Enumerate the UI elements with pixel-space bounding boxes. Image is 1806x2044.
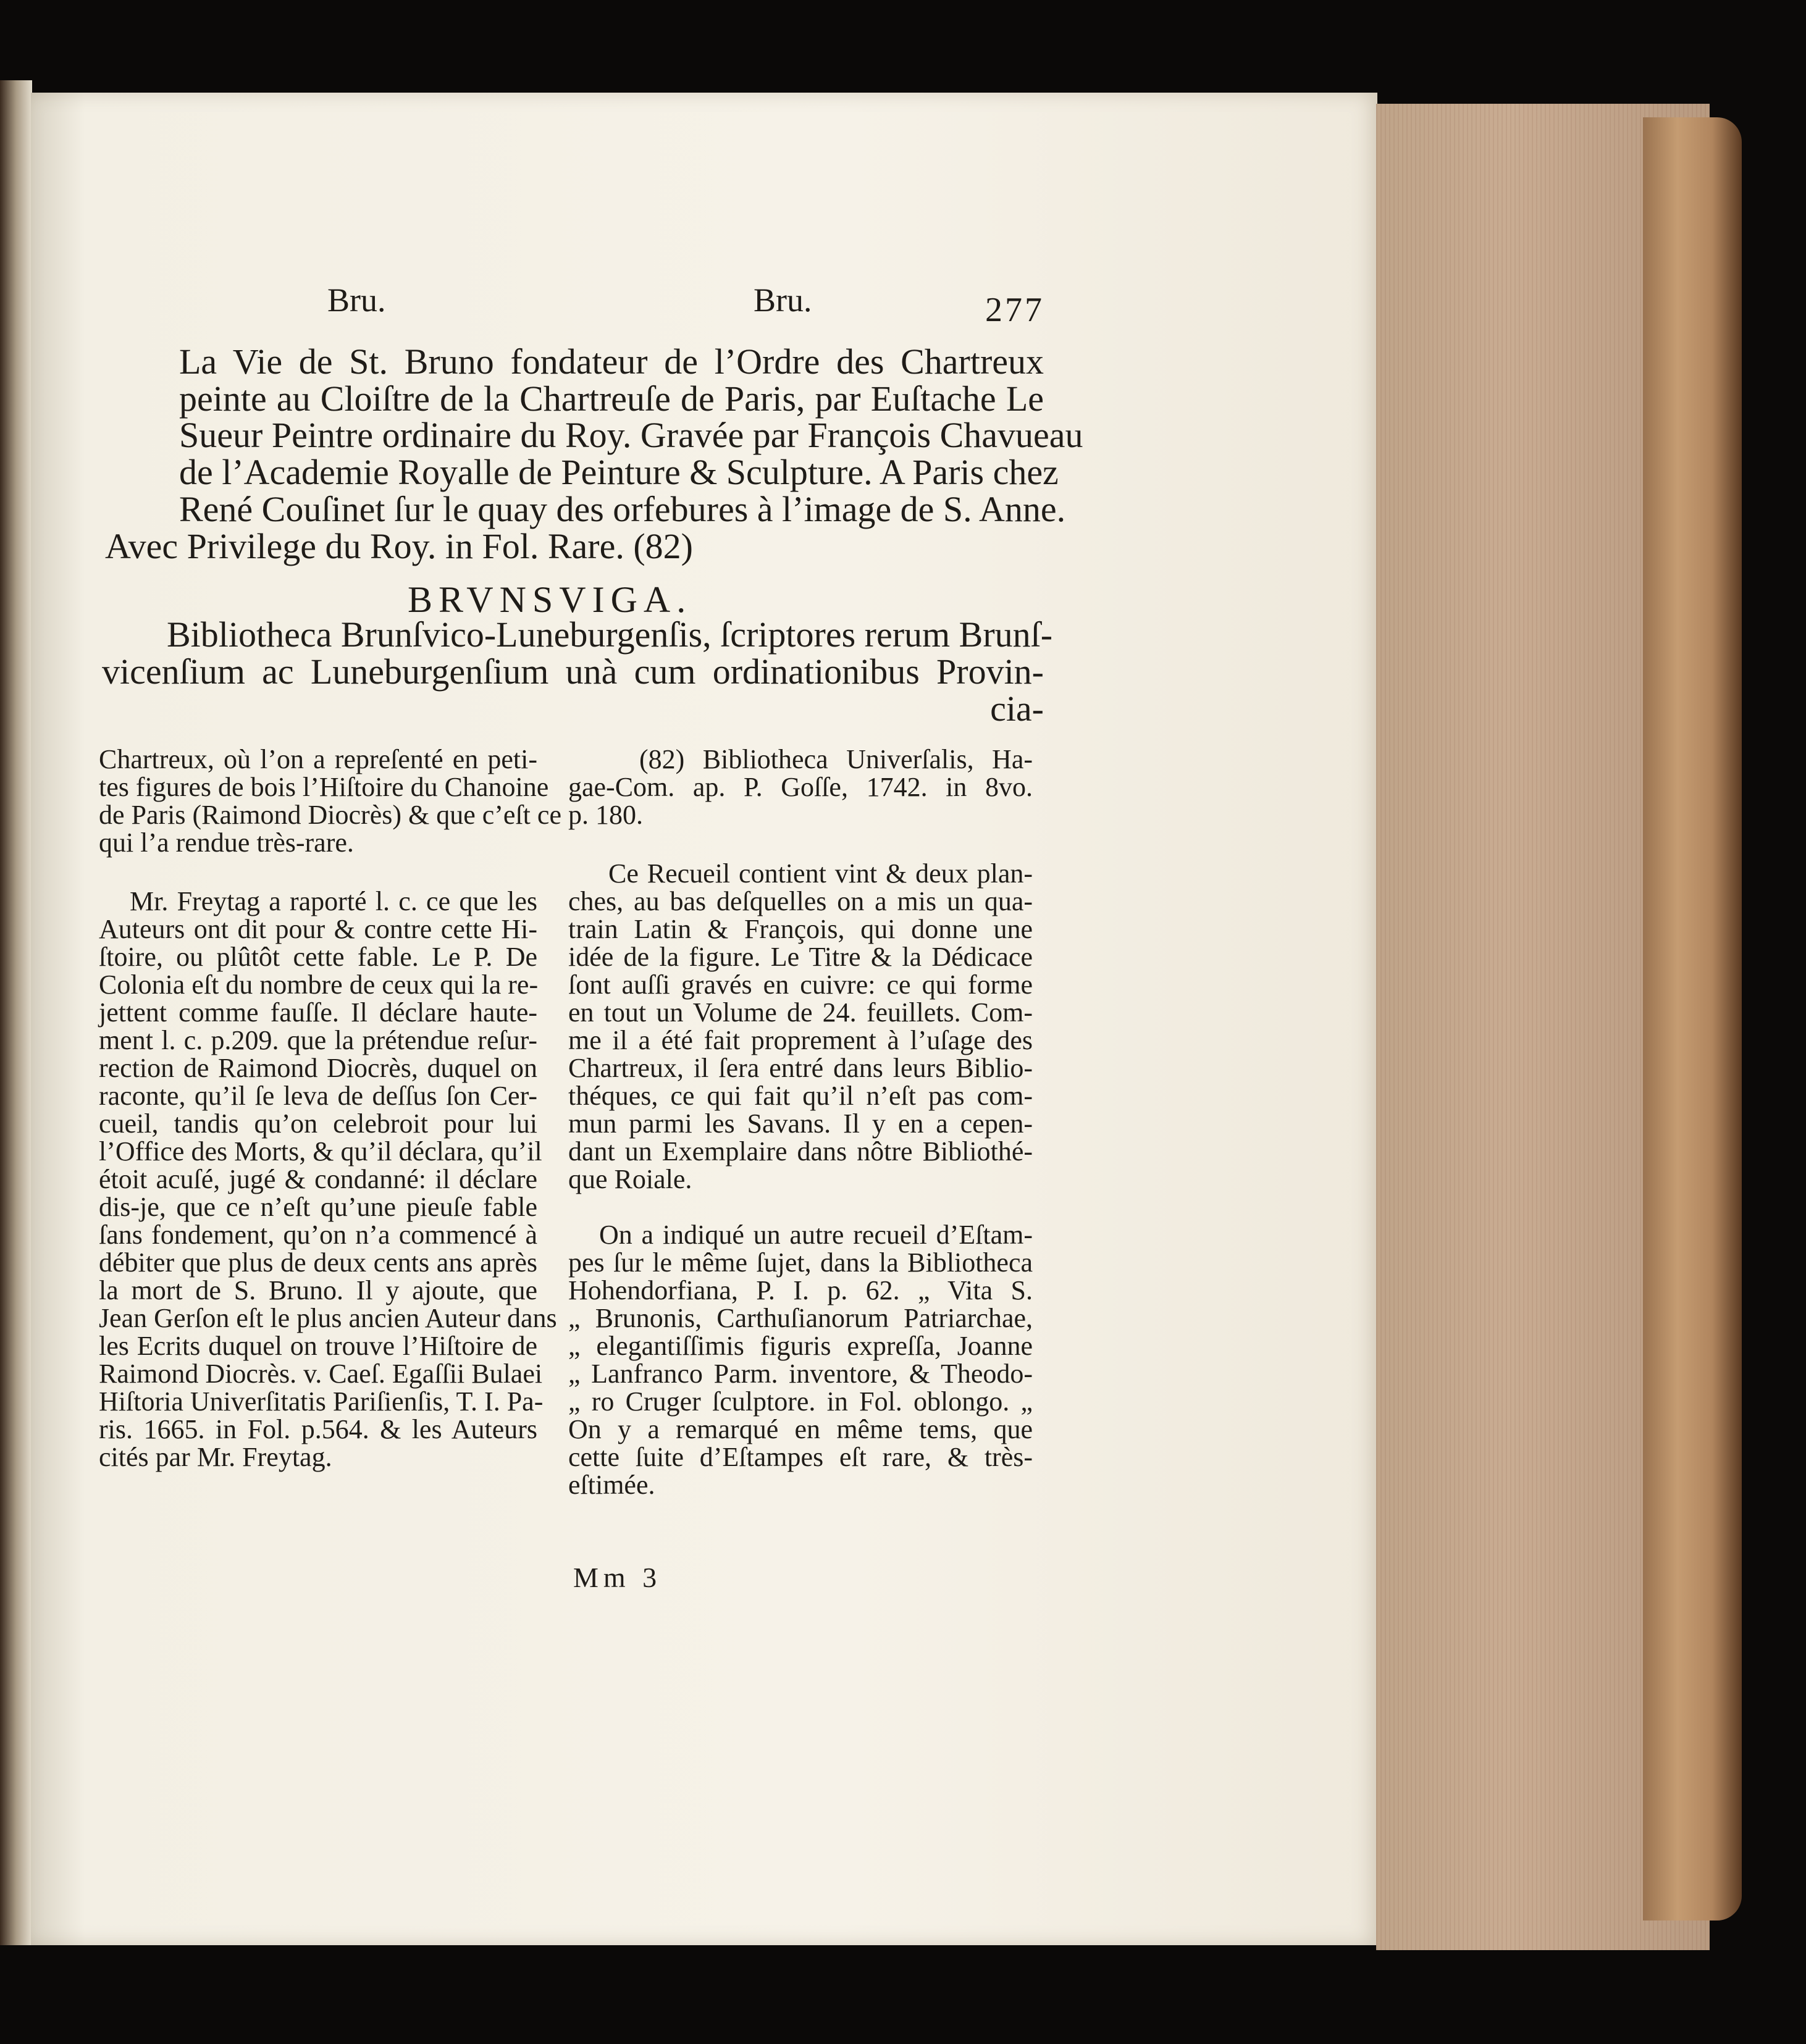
left-column-line: l’Office des Morts, & qu’il déclara, qu’il	[99, 1136, 542, 1167]
left-column-line: Mr. Freytag a raporté l. c. ce que les	[130, 886, 537, 916]
left-column-line: la mort de S. Bruno. Il y ajoute, que	[99, 1275, 537, 1305]
right-column-line: ſont auſſi gravés en cuivre: ce qui forme	[568, 970, 1033, 1000]
left-column-line: qui l’a rendue très-rare.	[99, 827, 354, 858]
page-number: 277	[985, 291, 1044, 329]
left-column-line: Chartreux, où l’on a repreſenté en peti-	[99, 744, 537, 774]
right-column-line: „ Brunonis, Carthuſianorum Patriarchae,	[568, 1303, 1033, 1333]
right-column-line: dant un Exemplaire dans nôtre Bibliothé-	[568, 1136, 1033, 1167]
right-column-line: cette ſuite d’Eſtampes eſt rare, & très-	[568, 1442, 1033, 1472]
right-column-line: (82) Bibliotheca Univerſalis, Ha-	[639, 744, 1033, 774]
section-line: Bibliotheca Brunſvico-Luneburgenſis, ſcriptores rerum Brunſ-	[167, 614, 1053, 655]
left-column-line: dis-je, que ce n’eſt qu’une pieuſe fable	[99, 1192, 537, 1222]
left-column-line: ſans fondement, qu’on n’a commencé à	[99, 1220, 537, 1250]
right-column-line: idée de la figure. Le Titre & la Dédicace	[568, 942, 1033, 972]
left-column-line: tes figures de bois l’Hiſtoire du Chanoine	[99, 772, 549, 802]
entry-line: peinte au Cloiſtre de la Chartreuſe de Paris, par Euſtache Le	[179, 379, 1044, 419]
running-head-left: Bru.	[327, 282, 386, 319]
left-column-line: de Paris (Raimond Diocrès) & que c’eſt ce	[99, 800, 561, 830]
entry-line: René Couſinet ſur le quay des orfebures à l’image de S. Anne.	[179, 489, 1066, 529]
section-line: cia-	[990, 689, 1044, 729]
left-column-line: jettent comme fauſſe. Il déclare haute-	[99, 997, 537, 1028]
left-column-line: ſtoire, ou plûtôt cette fable. Le P. De	[99, 942, 537, 972]
left-column-line: raconte, qu’il ſe leva de deſſus ſon Cer-	[99, 1081, 537, 1111]
left-column-line: ris. 1665. in Fol. p.564. & les Auteurs	[99, 1414, 537, 1444]
right-column-line: théques, ce qui fait qu’il n’eſt pas com-	[568, 1081, 1033, 1111]
right-column-line: p. 180.	[568, 800, 643, 830]
right-column-line: pes ſur le même ſujet, dans la Bibliotheca	[568, 1247, 1033, 1278]
right-column-line: eſtimée.	[568, 1470, 655, 1500]
left-column-line: Auteurs ont dit pour & contre cette Hi-	[99, 914, 537, 944]
section-line: vicenſium ac Luneburgenſium unà cum ordinationibus Provin-	[102, 651, 1044, 692]
book-binding	[1643, 117, 1742, 1920]
left-column-line: débiter que plus de deux cents ans après	[99, 1247, 537, 1278]
right-column-line: „ elegantiſſimis figuris expreſſa, Joanne	[568, 1331, 1033, 1361]
entry-line: La Vie de St. Bruno fondateur de l’Ordre des Chartreux	[179, 341, 1044, 382]
right-column-line: Chartreux, il ſera entré dans leurs Biblio-	[568, 1053, 1033, 1083]
left-column-line: Colonia eſt du nombre de ceux qui la re-	[99, 970, 539, 1000]
left-column-line: cueil, tandis qu’on celebroit pour lui	[99, 1108, 537, 1139]
entry-line: de l’Academie Royalle de Peinture & Sculpture. A Paris chez	[179, 452, 1059, 492]
right-column-line: On a indiqué un autre recueil d’Eſtam-	[599, 1220, 1033, 1250]
right-column-line: „ ro Cruger ſculptore. in Fol. oblongo. „	[568, 1386, 1033, 1417]
signature-mark: Mm 3	[573, 1562, 662, 1593]
left-column-line: rection de Raimond Diocrès, duquel on	[99, 1053, 537, 1083]
right-column-line: gae-Com. ap. P. Goſſe, 1742. in 8vo.	[568, 772, 1033, 802]
right-column-line: On y a remarqué en même tems, que	[568, 1414, 1033, 1444]
right-column-line: train Latin & François, qui donne une	[568, 914, 1033, 944]
entry-line: Avec Privilege du Roy. in Fol. Rare. (82)	[105, 526, 693, 566]
right-column-line: Ce Recueil contient vint & deux plan-	[608, 858, 1033, 889]
running-head-center: Bru.	[754, 282, 812, 319]
left-column-line: ment l. c. p.209. que la prétendue reſur-	[99, 1025, 537, 1055]
left-column-line: étoit acuſé, jugé & condanné: il déclare	[99, 1164, 537, 1194]
right-column-line: mun parmi les Savans. Il y en a cepen-	[568, 1108, 1033, 1139]
right-column-line: en tout un Volume de 24. feuillets. Com-	[568, 997, 1033, 1028]
right-column-line: ches, au bas deſquelles on a mis un qua-	[568, 886, 1033, 916]
left-column-line: Jean Gerſon eſt le plus ancien Auteur dans	[99, 1303, 557, 1333]
left-column-line: cités par Mr. Freytag.	[99, 1442, 332, 1472]
left-column-line: les Ecrits duquel on trouve l’Hiſtoire de	[99, 1331, 537, 1361]
right-column-line: que Roiale.	[568, 1164, 692, 1194]
right-column-line: Hohendorfiana, P. I. p. 62. „ Vita S.	[568, 1275, 1033, 1305]
left-column-line: Hiſtoria Univerſitatis Pariſienſis, T. I. Pa-	[99, 1386, 544, 1417]
right-column-line: „ Lanfranco Parm. inventore, & Theodo-	[568, 1359, 1033, 1389]
facing-page-edge	[0, 80, 32, 1945]
entry-line: Sueur Peintre ordinaire du Roy. Gravée par François Chavueau	[179, 415, 1083, 455]
right-column-line: me il a été fait proprement à l’uſage des	[568, 1025, 1033, 1055]
left-column-line: Raimond Diocrès. v. Caeſ. Egaſſii Bulaei	[99, 1359, 543, 1389]
section-title: BRVNSVIGA.	[408, 579, 692, 620]
